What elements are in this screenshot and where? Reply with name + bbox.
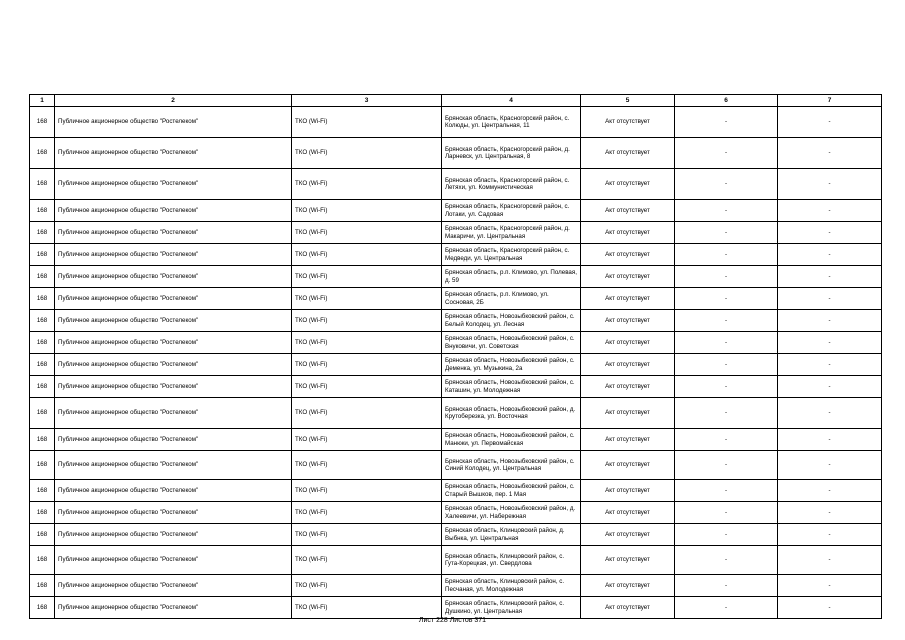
table-row: [30, 575, 882, 597]
column-6-cell: -: [675, 502, 778, 524]
column-6-cell: -: [675, 310, 778, 332]
act-status-cell: Акт отсутствует: [581, 524, 675, 546]
address-cell: Брянская область, Новозыбковский район, с. Старый Вышков, пер. 1 Мая: [442, 480, 581, 502]
organization-cell: Публичное акционерное общество "Ростелеком": [55, 266, 292, 288]
address-cell: Брянская область, Красногорский район, д. Ларневск, ул. Центральная, 8: [442, 138, 581, 169]
row-number-cell: 168: [30, 398, 55, 429]
row-number-cell: 168: [30, 107, 55, 138]
column-7-cell: -: [778, 429, 882, 451]
table-row: [30, 354, 882, 376]
act-status-cell: Акт отсутствует: [581, 354, 675, 376]
organization-cell: Публичное акционерное общество "Ростелеком": [55, 107, 292, 138]
column-7-cell: -: [778, 169, 882, 200]
act-status-cell: Акт отсутствует: [581, 451, 675, 480]
register-table: [29, 94, 882, 619]
table-row: [30, 502, 882, 524]
row-number-cell: 168: [30, 266, 55, 288]
row-number-cell: 168: [30, 310, 55, 332]
column-6-cell: -: [675, 376, 778, 398]
address-cell: Брянская область, Клинцовский район, с. Душкино, ул. Центральная: [442, 597, 581, 619]
act-status-cell: Акт отсутствует: [581, 575, 675, 597]
object-type-cell: ТКО (Wi-Fi): [292, 288, 442, 310]
act-status-cell: Акт отсутствует: [581, 332, 675, 354]
page-footer: Лист 228 Листов 371: [418, 617, 487, 624]
column-6-cell: -: [675, 138, 778, 169]
table-row: [30, 200, 882, 222]
address-cell: Брянская область, Новозыбковский район, с. Манюки, ул. Первомайская: [442, 429, 581, 451]
act-status-cell: Акт отсутствует: [581, 398, 675, 429]
table-row: [30, 332, 882, 354]
address-cell: Брянская область, Новозыбковский район, с. Синий Колодец, ул. Центральная: [442, 451, 581, 480]
address-cell: Брянская область, Красногорский район, с. Колюды, ул. Центральная, 11: [442, 107, 581, 138]
table-row: [30, 244, 882, 266]
column-6-cell: -: [675, 429, 778, 451]
address-cell: Брянская область, Новозыбковский район, с. Внуковичи, ул. Советская: [442, 332, 581, 354]
column-6-cell: -: [675, 597, 778, 619]
row-number-cell: 168: [30, 376, 55, 398]
column-7-cell: -: [778, 332, 882, 354]
object-type-cell: ТКО (Wi-Fi): [292, 354, 442, 376]
header-cell: 2: [55, 95, 292, 107]
address-cell: Брянская область, Красногорский район, с. Медведи, ул. Центральная: [442, 244, 581, 266]
organization-cell: Публичное акционерное общество "Ростелеком": [55, 429, 292, 451]
table-row: [30, 546, 882, 575]
column-7-cell: -: [778, 398, 882, 429]
organization-cell: Публичное акционерное общество "Ростелеком": [55, 524, 292, 546]
organization-cell: Публичное акционерное общество "Ростелеком": [55, 480, 292, 502]
column-7-cell: -: [778, 288, 882, 310]
address-cell: Брянская область, Новозыбковский район, д. Крутоберезка, ул. Восточная: [442, 398, 581, 429]
address-cell: Брянская область, Клинцовский район, с. Песчаная, ул. Молодежная: [442, 575, 581, 597]
column-7-cell: -: [778, 575, 882, 597]
object-type-cell: ТКО (Wi-Fi): [292, 169, 442, 200]
row-number-cell: 168: [30, 354, 55, 376]
act-status-cell: Акт отсутствует: [581, 597, 675, 619]
act-status-cell: Акт отсутствует: [581, 266, 675, 288]
table-row: [30, 451, 882, 480]
table-row: [30, 107, 882, 138]
table-row: [30, 310, 882, 332]
object-type-cell: ТКО (Wi-Fi): [292, 266, 442, 288]
column-7-cell: -: [778, 480, 882, 502]
row-number-cell: 168: [30, 451, 55, 480]
address-cell: Брянская область, Красногорский район, д. Макаричи, ул. Центральная: [442, 222, 581, 244]
address-cell: Брянская область, р.п. Климово, ул. Полевая, д. 59: [442, 266, 581, 288]
object-type-cell: ТКО (Wi-Fi): [292, 376, 442, 398]
column-7-cell: -: [778, 451, 882, 480]
object-type-cell: ТКО (Wi-Fi): [292, 451, 442, 480]
organization-cell: Публичное акционерное общество "Ростелеком": [55, 546, 292, 575]
column-7-cell: -: [778, 546, 882, 575]
row-number-cell: 168: [30, 575, 55, 597]
row-number-cell: 168: [30, 524, 55, 546]
organization-cell: Публичное акционерное общество "Ростелеком": [55, 222, 292, 244]
object-type-cell: ТКО (Wi-Fi): [292, 222, 442, 244]
row-number-cell: 168: [30, 169, 55, 200]
organization-cell: Публичное акционерное общество "Ростелеком": [55, 502, 292, 524]
object-type-cell: ТКО (Wi-Fi): [292, 502, 442, 524]
act-status-cell: Акт отсутствует: [581, 480, 675, 502]
organization-cell: Публичное акционерное общество "Ростелеком": [55, 288, 292, 310]
header-cell: 6: [675, 95, 778, 107]
object-type-cell: ТКО (Wi-Fi): [292, 138, 442, 169]
column-6-cell: -: [675, 480, 778, 502]
address-cell: Брянская область, Новозыбковский район, с. Белый Колодец, ул. Лесная: [442, 310, 581, 332]
object-type-cell: ТКО (Wi-Fi): [292, 200, 442, 222]
organization-cell: Публичное акционерное общество "Ростелеком": [55, 376, 292, 398]
column-7-cell: -: [778, 266, 882, 288]
table-row: [30, 288, 882, 310]
column-6-cell: -: [675, 451, 778, 480]
organization-cell: Публичное акционерное общество "Ростелеком": [55, 332, 292, 354]
object-type-cell: ТКО (Wi-Fi): [292, 429, 442, 451]
act-status-cell: Акт отсутствует: [581, 546, 675, 575]
column-6-cell: -: [675, 200, 778, 222]
organization-cell: Публичное акционерное общество "Ростелеком": [55, 451, 292, 480]
address-cell: Брянская область, Красногорский район, с. Лотаки, ул. Садовая: [442, 200, 581, 222]
column-7-cell: -: [778, 502, 882, 524]
object-type-cell: ТКО (Wi-Fi): [292, 310, 442, 332]
organization-cell: Публичное акционерное общество "Ростелеком": [55, 354, 292, 376]
address-cell: Брянская область, Клинцовский район, д. Выбнка, ул. Центральная: [442, 524, 581, 546]
act-status-cell: Акт отсутствует: [581, 169, 675, 200]
object-type-cell: ТКО (Wi-Fi): [292, 546, 442, 575]
column-6-cell: -: [675, 169, 778, 200]
row-number-cell: 168: [30, 480, 55, 502]
act-status-cell: Акт отсутствует: [581, 200, 675, 222]
act-status-cell: Акт отсутствует: [581, 222, 675, 244]
column-7-cell: -: [778, 310, 882, 332]
header-cell: 4: [442, 95, 581, 107]
column-7-cell: -: [778, 244, 882, 266]
object-type-cell: ТКО (Wi-Fi): [292, 398, 442, 429]
address-cell: Брянская область, Новозыбковский район, с. Каташин, ул. Молодежная: [442, 376, 581, 398]
act-status-cell: Акт отсутствует: [581, 138, 675, 169]
row-number-cell: 168: [30, 429, 55, 451]
table-row: [30, 398, 882, 429]
address-cell: Брянская область, р.п. Климово, ул. Сосновая, 2Б: [442, 288, 581, 310]
column-6-cell: -: [675, 524, 778, 546]
column-6-cell: -: [675, 222, 778, 244]
act-status-cell: Акт отсутствует: [581, 107, 675, 138]
table-row: [30, 429, 882, 451]
column-7-cell: -: [778, 138, 882, 169]
row-number-cell: 168: [30, 244, 55, 266]
organization-cell: Публичное акционерное общество "Ростелеком": [55, 575, 292, 597]
row-number-cell: 168: [30, 222, 55, 244]
row-number-cell: 168: [30, 138, 55, 169]
address-cell: Брянская область, Красногорский район, с. Летяхи, ул. Коммунистическая: [442, 169, 581, 200]
row-number-cell: 168: [30, 597, 55, 619]
column-6-cell: -: [675, 332, 778, 354]
column-6-cell: -: [675, 354, 778, 376]
column-6-cell: -: [675, 266, 778, 288]
organization-cell: Публичное акционерное общество "Ростелеком": [55, 200, 292, 222]
column-6-cell: -: [675, 546, 778, 575]
object-type-cell: ТКО (Wi-Fi): [292, 244, 442, 266]
act-status-cell: Акт отсутствует: [581, 244, 675, 266]
address-cell: Брянская область, Новозыбковский район, д. Халеевичи, ул. Набережная: [442, 502, 581, 524]
column-6-cell: -: [675, 244, 778, 266]
column-7-cell: -: [778, 107, 882, 138]
row-number-cell: 168: [30, 288, 55, 310]
organization-cell: Публичное акционерное общество "Ростелеком": [55, 169, 292, 200]
column-6-cell: -: [675, 575, 778, 597]
table-row: [30, 169, 882, 200]
row-number-cell: 168: [30, 546, 55, 575]
table-row: [30, 266, 882, 288]
object-type-cell: ТКО (Wi-Fi): [292, 480, 442, 502]
header-cell: 5: [581, 95, 675, 107]
object-type-cell: ТКО (Wi-Fi): [292, 107, 442, 138]
table-row: [30, 480, 882, 502]
row-number-cell: 168: [30, 200, 55, 222]
act-status-cell: Акт отсутствует: [581, 288, 675, 310]
table-row: [30, 222, 882, 244]
row-number-cell: 168: [30, 502, 55, 524]
column-7-cell: -: [778, 524, 882, 546]
table-row: [30, 138, 882, 169]
table-row: [30, 376, 882, 398]
address-cell: Брянская область, Новозыбковский район, с. Деменка, ул. Музыкина, 2а: [442, 354, 581, 376]
organization-cell: Публичное акционерное общество "Ростелеком": [55, 138, 292, 169]
object-type-cell: ТКО (Wi-Fi): [292, 524, 442, 546]
address-cell: Брянская область, Клинцовский район, с. Гута-Корецкая, ул. Свердлова: [442, 546, 581, 575]
column-6-cell: -: [675, 398, 778, 429]
act-status-cell: Акт отсутствует: [581, 376, 675, 398]
column-7-cell: -: [778, 597, 882, 619]
act-status-cell: Акт отсутствует: [581, 310, 675, 332]
object-type-cell: ТКО (Wi-Fi): [292, 597, 442, 619]
column-6-cell: -: [675, 288, 778, 310]
organization-cell: Публичное акционерное общество "Ростелеком": [55, 244, 292, 266]
header-cell: 3: [292, 95, 442, 107]
act-status-cell: Акт отсутствует: [581, 502, 675, 524]
table-row: [30, 597, 882, 619]
object-type-cell: ТКО (Wi-Fi): [292, 332, 442, 354]
organization-cell: Публичное акционерное общество "Ростелеком": [55, 310, 292, 332]
column-6-cell: -: [675, 107, 778, 138]
organization-cell: Публичное акционерное общество "Ростелеком": [55, 398, 292, 429]
organization-cell: Публичное акционерное общество "Ростелеком": [55, 597, 292, 619]
header-cell: 7: [778, 95, 882, 107]
column-7-cell: -: [778, 222, 882, 244]
table-row: [30, 524, 882, 546]
header-cell: 1: [30, 95, 55, 107]
row-number-cell: 168: [30, 332, 55, 354]
act-status-cell: Акт отсутствует: [581, 429, 675, 451]
table-header-row: [30, 95, 882, 107]
column-7-cell: -: [778, 376, 882, 398]
object-type-cell: ТКО (Wi-Fi): [292, 575, 442, 597]
column-7-cell: -: [778, 200, 882, 222]
column-7-cell: -: [778, 354, 882, 376]
